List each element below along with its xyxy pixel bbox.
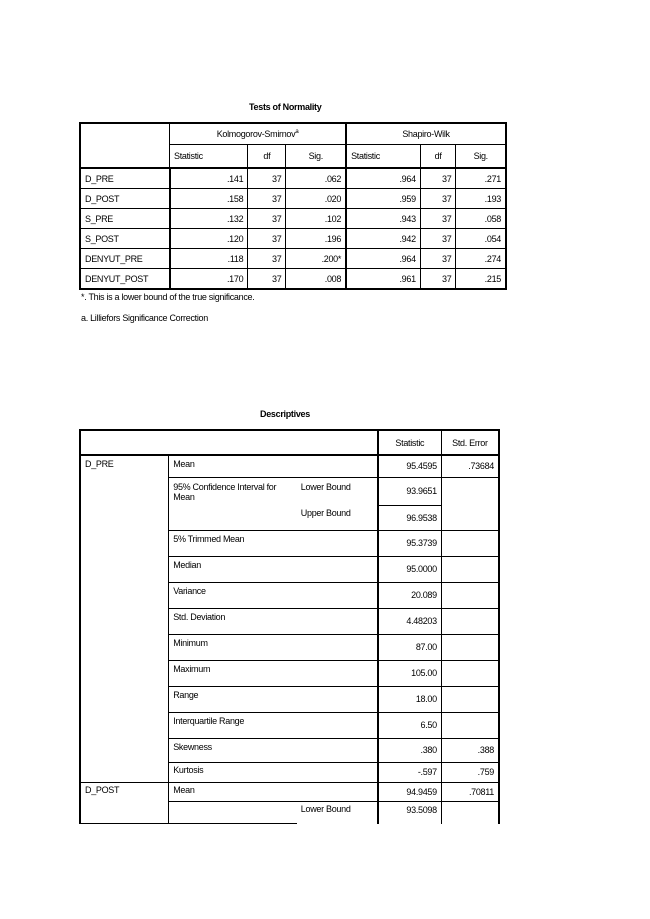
col-header: Statistic bbox=[378, 430, 442, 455]
error-value: .73684 bbox=[441, 455, 499, 477]
row-label: D_POST bbox=[80, 189, 170, 209]
table-row bbox=[80, 269, 506, 290]
cell: 37 bbox=[420, 168, 456, 189]
error-value bbox=[441, 530, 499, 556]
descriptives-table bbox=[79, 429, 500, 824]
cell: .062 bbox=[286, 168, 346, 189]
cell: .118 bbox=[170, 249, 248, 269]
cell: .020 bbox=[286, 189, 346, 209]
cell: .274 bbox=[456, 249, 506, 269]
cell: .959 bbox=[346, 189, 420, 209]
footnote-lower-bound: *. This is a lower bound of the true significance. bbox=[81, 292, 255, 302]
error-value: .70811 bbox=[441, 783, 499, 802]
table-row bbox=[80, 189, 506, 209]
ks-group-header: Kolmogorov-Smirnov$^a$ bbox=[170, 123, 347, 145]
cell: 37 bbox=[420, 229, 456, 249]
normality-table bbox=[79, 122, 507, 290]
cell: .132 bbox=[170, 209, 248, 229]
stat-value: 105.00 bbox=[378, 660, 442, 686]
error-value bbox=[441, 660, 499, 686]
error-value bbox=[441, 712, 499, 738]
stat-label: Maximum bbox=[169, 660, 378, 686]
stat-label: Kurtosis bbox=[169, 762, 378, 782]
stat-label: Std. Deviation bbox=[169, 608, 378, 634]
error-value bbox=[441, 582, 499, 608]
stat-value: 96.9538 bbox=[378, 505, 442, 530]
bound-label: Lower Bound bbox=[297, 477, 378, 505]
stat-label: Interquartile Range bbox=[169, 712, 378, 738]
cell: .141 bbox=[170, 168, 248, 189]
error-value bbox=[441, 556, 499, 582]
error-value bbox=[441, 686, 499, 712]
table-row bbox=[80, 249, 506, 269]
cell: .170 bbox=[170, 269, 248, 290]
stat-value: 18.00 bbox=[378, 686, 442, 712]
cell: 37 bbox=[420, 209, 456, 229]
cell: .964 bbox=[346, 168, 420, 189]
group-label: D_POST bbox=[80, 783, 169, 802]
stat-value: 20.089 bbox=[378, 582, 442, 608]
cell: 37 bbox=[248, 229, 286, 249]
normality-title: Tests of Normality bbox=[249, 102, 322, 112]
error-value bbox=[441, 802, 499, 824]
cell: .102 bbox=[286, 209, 346, 229]
table-row bbox=[80, 168, 506, 189]
stat-label: Mean bbox=[169, 455, 378, 477]
ci-cell bbox=[169, 802, 297, 824]
cell: .942 bbox=[346, 229, 420, 249]
cell: .193 bbox=[456, 189, 506, 209]
stat-value: 94.9459 bbox=[378, 783, 442, 802]
cell: 37 bbox=[420, 249, 456, 269]
stat-label: Range bbox=[169, 686, 378, 712]
table-row bbox=[80, 229, 506, 249]
stat-value: 95.3739 bbox=[378, 530, 442, 556]
col-header: Statistic bbox=[170, 145, 248, 169]
stat-value: 95.4595 bbox=[378, 455, 442, 477]
ci-label: 95% Confidence Interval for Mean bbox=[169, 477, 297, 530]
stat-label: 5% Trimmed Mean bbox=[169, 530, 378, 556]
stat-value: 95.0000 bbox=[378, 556, 442, 582]
row-label: S_PRE bbox=[80, 209, 170, 229]
error-value bbox=[441, 634, 499, 660]
stat-value: 93.9651 bbox=[378, 477, 442, 505]
error-value: .388 bbox=[441, 738, 499, 762]
cell: .054 bbox=[456, 229, 506, 249]
col-header: df bbox=[420, 145, 456, 169]
stat-value: -.597 bbox=[378, 762, 442, 782]
corner-cell bbox=[80, 123, 170, 145]
cell: .196 bbox=[286, 229, 346, 249]
row-label: D_PRE bbox=[80, 168, 170, 189]
cell: .943 bbox=[346, 209, 420, 229]
sw-group-header: Shapiro-Wilk bbox=[346, 123, 506, 145]
cell: .215 bbox=[484, 273, 501, 284]
stat-value: 93.5098 bbox=[378, 802, 442, 824]
cell: 37 bbox=[248, 269, 286, 290]
cell: .120 bbox=[170, 229, 248, 249]
stat-value: 6.50 bbox=[378, 712, 442, 738]
row-label: S_POST bbox=[80, 229, 170, 249]
stat-value: 87.00 bbox=[378, 634, 442, 660]
col-header: Sig. bbox=[286, 145, 346, 169]
corner-cell bbox=[80, 145, 170, 169]
error-value bbox=[441, 505, 499, 530]
error-value: .759 bbox=[441, 762, 499, 782]
table-row bbox=[80, 209, 506, 229]
col-header: df bbox=[248, 145, 286, 169]
cell: .200* bbox=[286, 249, 346, 269]
corner-cell bbox=[80, 430, 378, 455]
stat-value: .380 bbox=[378, 738, 442, 762]
bound-label: Upper Bound bbox=[297, 505, 378, 530]
stat-label: Minimum bbox=[169, 634, 378, 660]
col-header: Statistic bbox=[346, 145, 420, 169]
cell: 37 bbox=[248, 168, 286, 189]
row-label: DENYUT_POST bbox=[80, 269, 170, 290]
cell: .158 bbox=[170, 189, 248, 209]
col-header: Std. Error bbox=[441, 430, 499, 455]
descriptives-title: Descriptives bbox=[260, 409, 310, 419]
cell: .964 bbox=[346, 249, 420, 269]
stat-value: 4.48203 bbox=[378, 608, 442, 634]
stat-label: Median bbox=[169, 556, 378, 582]
stat-label: Mean bbox=[169, 783, 378, 802]
cell: .271 bbox=[456, 168, 506, 189]
stat-label: Skewness bbox=[169, 738, 378, 762]
footnote-lilliefors: a. Lilliefors Significance Correction bbox=[81, 313, 208, 323]
error-value bbox=[441, 608, 499, 634]
bound-label: Lower Bound bbox=[297, 802, 378, 824]
cell: 37 bbox=[420, 269, 456, 290]
stat-label: Variance bbox=[169, 582, 378, 608]
cell: 37 bbox=[248, 189, 286, 209]
cell: 37 bbox=[248, 209, 286, 229]
group-label: D_PRE bbox=[80, 455, 169, 783]
row-label: DENYUT_PRE bbox=[80, 249, 170, 269]
error-value bbox=[441, 477, 499, 505]
cell: 37 bbox=[420, 189, 456, 209]
col-header: Sig. bbox=[456, 145, 506, 169]
cell: .058 bbox=[456, 209, 506, 229]
cell: .961 bbox=[346, 269, 420, 290]
group-cell bbox=[80, 802, 169, 824]
cell: 37 bbox=[248, 249, 286, 269]
cell: .008 bbox=[286, 269, 346, 290]
